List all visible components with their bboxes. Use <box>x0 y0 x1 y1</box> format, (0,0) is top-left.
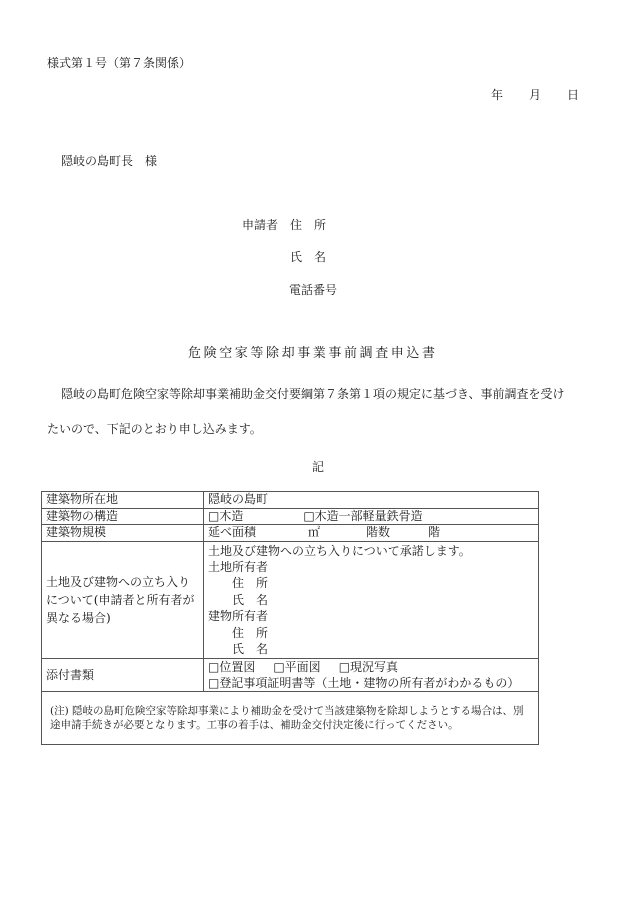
date-line <box>491 89 579 101</box>
floor-area-label: 延べ面積 <box>208 525 257 539</box>
note-text: (注) 隠岐の島町危険空家等除却事業により補助金を受けて当該建築物を除却しようとする場合は、別途申請手続きが必要となります。工事の着手は、補助金交付決定後に行ってください。 <box>42 692 539 745</box>
attachments-label: 添付書類 <box>42 659 204 692</box>
document-title: 危険空家等除却事業事前調査申込書 <box>188 346 438 361</box>
form-number: 様式第１号（第７条関係） <box>47 56 192 70</box>
scale-values <box>204 525 539 542</box>
applicant-name-label: 氏 名 <box>290 250 327 264</box>
attachments-values <box>204 659 539 692</box>
checkbox-location-map[interactable]: □位置図 <box>208 660 256 675</box>
applicant-label: 申請者 <box>242 218 279 232</box>
table-row-note <box>42 692 539 745</box>
building-owner-label: 建物所有者 <box>208 609 269 624</box>
structure-options <box>204 508 539 525</box>
location-label: 建築物所在地 <box>42 492 204 509</box>
body-text-line-1: 隠岐の島町危険空家等除却事業補助金交付要綱第７条第１項の規定に基づき、事前調査を受け <box>61 387 565 401</box>
checkbox-current-photos[interactable]: □現況写真 <box>338 660 399 675</box>
building-owner-name-label[interactable]: 氏 名 <box>232 641 269 656</box>
checkbox-registry-certificate[interactable]: □登記事項証明書等（土地・建物の所有者がわかるもの） <box>208 676 520 691</box>
application-table <box>41 491 539 745</box>
date-year: 年 <box>491 88 504 102</box>
building-owner-address-label[interactable]: 住 所 <box>232 625 269 640</box>
scale-label: 建築物規模 <box>42 525 204 542</box>
entry-consent-label <box>42 541 204 659</box>
applicant-phone-label: 電話番号 <box>289 283 338 297</box>
floors-unit: 階 <box>428 525 441 539</box>
applicant-address-label: 住 所 <box>290 218 327 232</box>
checkbox-wooden[interactable]: □木造 <box>208 508 244 523</box>
body-text-line-2: たいので、下記のとおり申し込みます。 <box>47 422 262 436</box>
date-month: 月 <box>529 88 542 102</box>
land-owner-name-label[interactable]: 氏 名 <box>232 592 269 607</box>
checkbox-floor-plan[interactable]: □平面図 <box>273 660 321 675</box>
attachments-line-1 <box>208 659 538 675</box>
table-row-structure <box>42 508 539 525</box>
ki-heading: 記 <box>312 460 325 474</box>
land-owner-address-label[interactable]: 住 所 <box>232 576 269 591</box>
entry-consent-values <box>204 541 539 659</box>
table-row-attachments <box>42 659 539 692</box>
date-day: 日 <box>567 88 580 102</box>
checkbox-wooden-partial-steel[interactable]: □木造一部軽量鉄骨造 <box>303 508 423 523</box>
land-owner-label: 土地所有者 <box>208 559 269 574</box>
location-value[interactable]: 隠岐の島町 <box>204 492 539 509</box>
entry-consent-label-text: 土地及び建物への立ち入りについて(申請者と所有者が異なる場合) <box>46 574 195 625</box>
floors-label: 階数 <box>366 525 391 539</box>
table-row-entry-consent <box>42 541 539 659</box>
table-row-scale <box>42 525 539 542</box>
structure-label: 建築物の構造 <box>42 508 204 525</box>
floor-area-unit: ㎡ <box>308 525 321 539</box>
consent-statement: 土地及び建物への立ち入りについて承諾します。 <box>208 543 471 558</box>
addressee: 隠岐の島町長 様 <box>61 154 158 168</box>
table-row-location <box>42 492 539 509</box>
